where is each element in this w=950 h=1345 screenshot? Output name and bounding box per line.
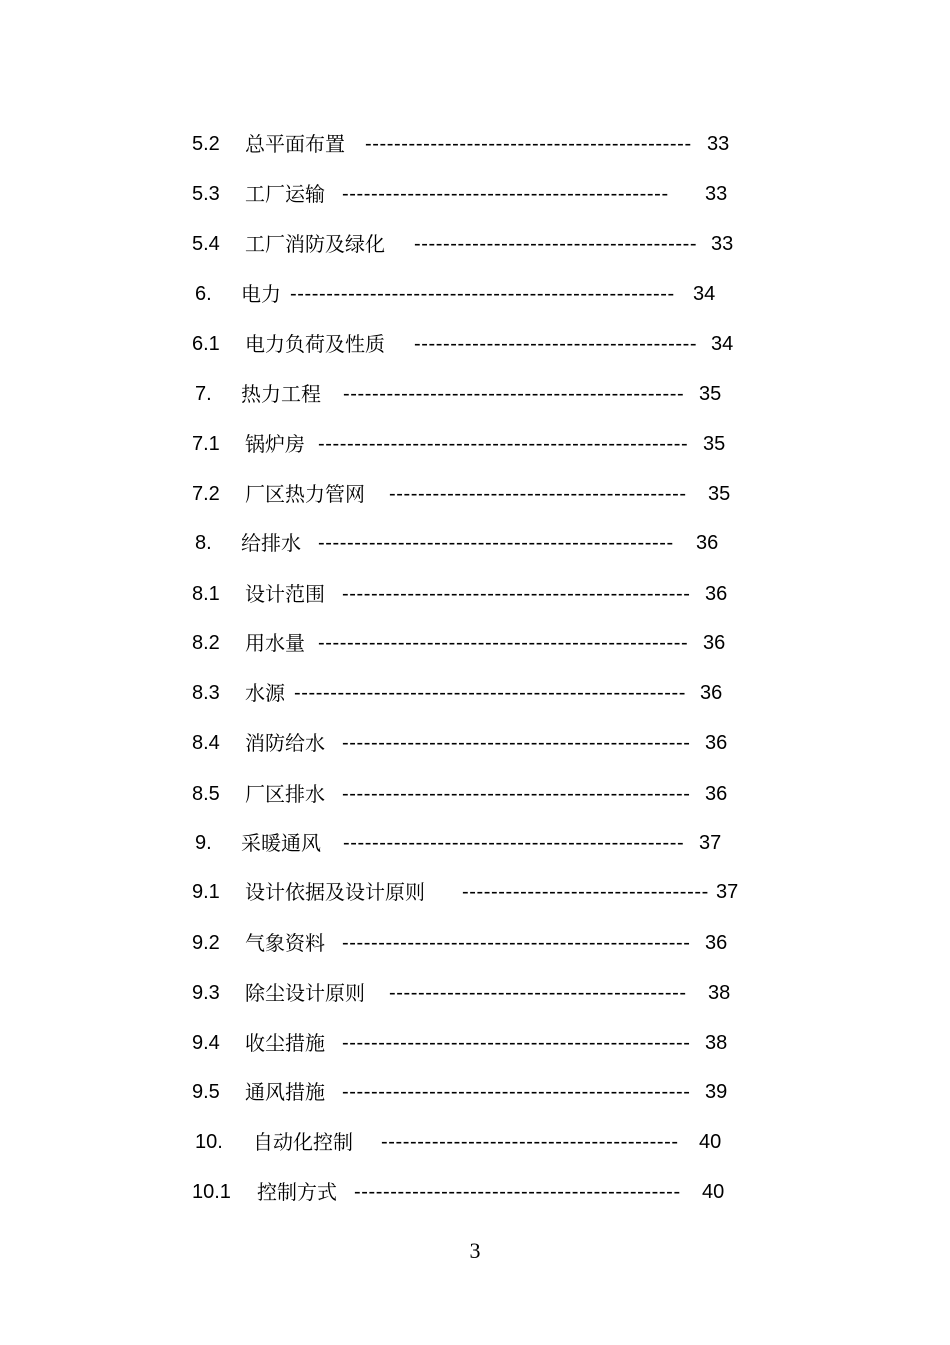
toc-entry[interactable] — [0, 678, 950, 708]
toc-entry-page: 38 — [708, 982, 731, 1004]
toc-entry-number: 10.1 — [192, 1181, 231, 1203]
toc-dot-leader: --------------------------------------------------- — [318, 632, 689, 654]
toc-dot-leader: ------------------------------------------------ — [342, 732, 691, 754]
toc-entry[interactable] — [0, 129, 950, 159]
toc-dot-leader: ------------------------------------------------------ — [294, 682, 687, 704]
toc-entry-page: 36 — [703, 632, 726, 654]
toc-dot-leader: --------------------------------------- — [414, 233, 698, 255]
toc-entry-title: 控制方式 — [257, 1180, 337, 1204]
toc-entry-page: 33 — [711, 233, 734, 255]
toc-entry[interactable] — [0, 279, 950, 309]
toc-entry[interactable] — [0, 579, 950, 609]
toc-entry-number: 8.1 — [192, 583, 220, 605]
toc-entry-number: 5.3 — [192, 183, 220, 205]
toc-entry[interactable] — [0, 229, 950, 259]
toc-entry-number: 8.5 — [192, 783, 220, 805]
toc-entry-page: 36 — [696, 532, 719, 554]
toc-entry-title: 热力工程 — [241, 382, 321, 406]
toc-entry-page: 36 — [705, 932, 728, 954]
toc-entry-number: 10. — [195, 1131, 223, 1153]
toc-entry-title: 气象资料 — [245, 931, 325, 955]
toc-entry[interactable] — [0, 928, 950, 958]
toc-entry-title: 电力负荷及性质 — [245, 332, 385, 356]
toc-entry-number: 9.5 — [192, 1081, 220, 1103]
toc-entry-page: 35 — [708, 483, 731, 505]
toc-entry[interactable] — [0, 1028, 950, 1058]
toc-dot-leader: ------------------------------------------------ — [342, 1032, 691, 1054]
toc-entry-number: 9. — [195, 832, 212, 854]
toc-entry-page: 37 — [699, 832, 722, 854]
toc-entry-page: 34 — [711, 333, 734, 355]
toc-entry-page: 40 — [702, 1181, 725, 1203]
toc-dot-leader: ----------------------------------------- — [381, 1131, 679, 1153]
toc-entry-title: 收尘措施 — [245, 1031, 325, 1055]
toc-entry-title: 除尘设计原则 — [245, 981, 365, 1005]
toc-entry-page: 36 — [705, 783, 728, 805]
toc-entry-title: 自动化控制 — [253, 1130, 353, 1154]
toc-entry[interactable] — [0, 779, 950, 809]
toc-entry-page: 35 — [699, 383, 722, 405]
toc-entry[interactable] — [0, 877, 950, 907]
toc-entry-number: 7.1 — [192, 433, 220, 455]
toc-dot-leader: --------------------------------------------- — [365, 133, 692, 155]
toc-entry-title: 总平面布置 — [245, 132, 345, 156]
toc-entry[interactable] — [0, 429, 950, 459]
toc-entry-title: 工厂运输 — [245, 182, 325, 206]
toc-entry-title: 通风措施 — [245, 1080, 325, 1104]
toc-entry-title: 设计依据及设计原则 — [245, 880, 425, 904]
toc-entry-page: 34 — [693, 283, 716, 305]
toc-dot-leader: --------------------------------------------------- — [318, 433, 689, 455]
toc-entry[interactable] — [0, 528, 950, 558]
toc-dot-leader: ----------------------------------------------- — [343, 383, 685, 405]
toc-entry-title: 设计范围 — [245, 582, 325, 606]
toc-entry-title: 电力 — [241, 282, 281, 306]
toc-dot-leader: ----------------------------------------- — [389, 483, 687, 505]
toc-entry-title: 厂区排水 — [245, 782, 325, 806]
toc-entry-number: 9.4 — [192, 1032, 220, 1054]
toc-entry[interactable] — [0, 1177, 950, 1207]
toc-entry-number: 5.4 — [192, 233, 220, 255]
toc-entry-title: 采暖通风 — [241, 831, 321, 855]
toc-dot-leader: ------------------------------------------------ — [342, 783, 691, 805]
toc-dot-leader: ----------------------------------------------------- — [290, 283, 675, 305]
toc-entry-number: 7. — [195, 383, 212, 405]
toc-entry-page: 40 — [699, 1131, 722, 1153]
toc-entry-number: 9.2 — [192, 932, 220, 954]
toc-entry-number: 6.1 — [192, 333, 220, 355]
toc-entry[interactable] — [0, 479, 950, 509]
toc-dot-leader: ------------------------------------------------ — [342, 1081, 691, 1103]
toc-entry-number: 5.2 — [192, 133, 220, 155]
toc-entry[interactable] — [0, 1077, 950, 1107]
toc-entry-page: 39 — [705, 1081, 728, 1103]
toc-entry-number: 8. — [195, 532, 212, 554]
toc-entry-title: 给排水 — [241, 531, 301, 555]
page-number: 3 — [469, 1238, 481, 1263]
toc-entry[interactable] — [0, 179, 950, 209]
toc-entry[interactable] — [0, 379, 950, 409]
toc-entry-number: 7.2 — [192, 483, 220, 505]
toc-entry-page: 33 — [707, 133, 730, 155]
toc-dot-leader: --------------------------------------- — [414, 333, 698, 355]
toc-entry-page: 37 — [716, 881, 739, 903]
toc-dot-leader: ------------------------------------------------ — [342, 583, 691, 605]
toc-entry-title: 消防给水 — [245, 731, 325, 755]
toc-dot-leader: --------------------------------------------- — [354, 1181, 681, 1203]
toc-entry-number: 8.2 — [192, 632, 220, 654]
toc-entry[interactable] — [0, 329, 950, 359]
toc-entry-title: 水源 — [245, 681, 285, 705]
toc-entry-page: 35 — [703, 433, 726, 455]
toc-entry-number: 8.3 — [192, 682, 220, 704]
toc-entry-page: 36 — [705, 583, 728, 605]
toc-entry[interactable] — [0, 728, 950, 758]
toc-entry-title: 锅炉房 — [245, 432, 305, 456]
toc-dot-leader: --------------------------------------------- — [342, 183, 669, 205]
toc-entry-number: 8.4 — [192, 732, 220, 754]
toc-entry[interactable] — [0, 1127, 950, 1157]
toc-entry-number: 9.3 — [192, 982, 220, 1004]
toc-dot-leader: ----------------------------------------- — [389, 982, 687, 1004]
toc-entry-title: 用水量 — [245, 631, 305, 655]
toc-entry-page: 36 — [705, 732, 728, 754]
toc-entry-page: 36 — [700, 682, 723, 704]
toc-entry-page: 38 — [705, 1032, 728, 1054]
toc-entry-page: 33 — [705, 183, 728, 205]
toc-dot-leader: ----------------------------------------------- — [343, 832, 685, 854]
toc-entry[interactable] — [0, 828, 950, 858]
toc-dot-leader: ---------------------------------- — [462, 881, 709, 903]
toc-entry-number: 6. — [195, 283, 212, 305]
toc-entry[interactable] — [0, 628, 950, 658]
toc-entry[interactable] — [0, 978, 950, 1008]
toc-entry-title: 厂区热力管网 — [245, 482, 365, 506]
toc-entry-title: 工厂消防及绿化 — [245, 232, 385, 256]
toc-dot-leader: ------------------------------------------------- — [318, 532, 674, 554]
toc-dot-leader: ------------------------------------------------ — [342, 932, 691, 954]
toc-entry-number: 9.1 — [192, 881, 220, 903]
